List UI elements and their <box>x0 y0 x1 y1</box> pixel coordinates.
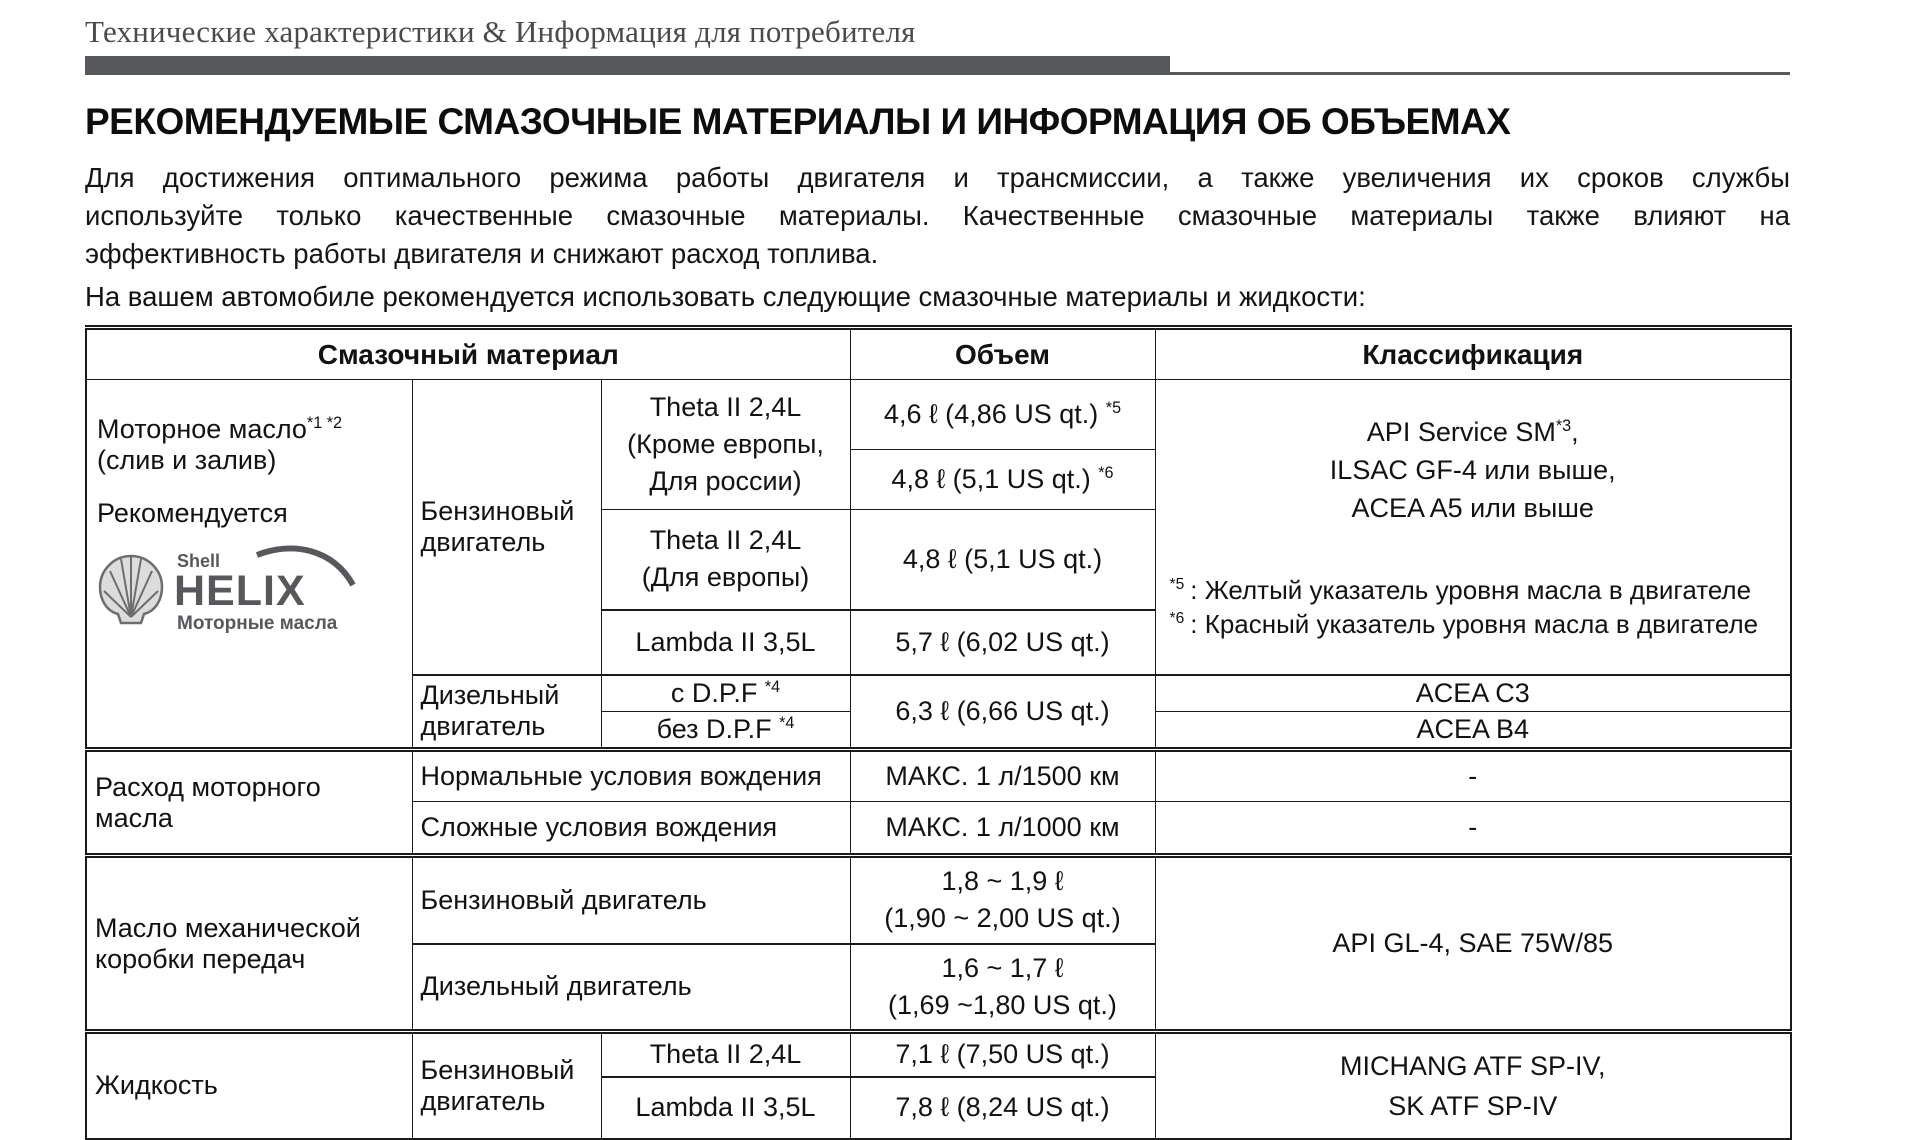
cell-dpf: с D.P.F $^{*4}$ <box>601 675 850 712</box>
cell-normal-driving: Нормальные условия вождения <box>412 750 850 802</box>
cell-diesel-engine: Дизельный двигатель <box>412 675 601 750</box>
header-rule <box>85 53 1790 75</box>
recommended-label: Рекомендуется <box>97 498 288 528</box>
cell-mt-diesel: Дизельный двигатель <box>412 944 850 1032</box>
engine-oil-name: Моторное масло$^{*1 *2}$ <box>97 414 343 444</box>
engine-variant-note: Для россии) <box>649 466 802 496</box>
logo-helix-text: HELIX <box>174 567 306 615</box>
classification-footnotes: $^{*5}$ : Желтый указатель уровня масла в двигателе $^{*6}$ : Красный указатель уровня масла в двигателе <box>1169 574 1759 639</box>
cell-atf-gasoline: Бензиновый двигатель <box>412 1032 601 1139</box>
cell-classification-engine-oil <box>1155 380 1791 675</box>
cell-atf-theta: Theta II 2,4L <box>601 1032 850 1077</box>
col-header-classification: Классификация <box>1155 328 1791 380</box>
intro-line: эффективность работы двигателя и снижают расход топлива. <box>85 238 879 269</box>
engine-variant: Theta II 2,4L <box>649 392 802 422</box>
cell-volume-theta-2: 4,8 ℓ (5,1 US qt.) $^{*6}$ <box>850 450 1155 510</box>
lead-in-text: На вашем автомобиле рекомендуется использовать следующие смазочные материалы и жидкости: <box>85 281 1366 312</box>
cell-theta-eu <box>601 510 850 610</box>
engine-variant-note: (Кроме европы, <box>627 429 824 459</box>
cell-engine-oil-label <box>86 380 412 750</box>
cell-mt-oil-label: Масло механической коробки передач <box>86 856 412 1032</box>
classification-lines: API Service SM$^{*3}$, ILSAC GF-4 или выше, ACEA A5 или выше <box>1329 416 1616 523</box>
col-header-volume: Объем <box>850 328 1155 380</box>
cell-volume-mt-diesel: 1,6 ~ 1,7 ℓ (1,69 ~1,80 US qt.) <box>850 944 1155 1032</box>
page-title: РЕКОМЕНДУЕМЫЕ СМАЗОЧНЫЕ МАТЕРИАЛЫ И ИНФОРМАЦИЯ ОБ ОБЪЕМАХ <box>85 101 1511 142</box>
cell-acea-b4: ACEA B4 <box>1155 712 1791 750</box>
cell-classification-atf: MICHANG ATF SP-IV, SK ATF SP-IV <box>1155 1032 1791 1139</box>
cell-volume-theta-1: 4,6 ℓ (4,86 US qt.) $^{*5}$ <box>850 380 1155 450</box>
cell-volume-atf-theta: 7,1 ℓ (7,50 US qt.) <box>850 1032 1155 1077</box>
cell-oil-consumption-label: Расход моторного масла <box>86 750 412 856</box>
cell-volume-diesel: 6,3 ℓ (6,66 US qt.) <box>850 675 1155 750</box>
intro-line: Для достижения оптимального режима работы двигателя и трансмиссии, а также увеличения их сроков службы <box>85 162 1790 193</box>
intro-line: используйте только качественные смазочные материалы. Качественные смазочные материалы также влияют на <box>85 200 1790 231</box>
breadcrumb: Технические характеристики & Информация для потребителя <box>85 14 916 49</box>
col-header-lubricant: Смазочный материал <box>86 328 850 380</box>
cell-volume-severe: МАКС. 1 л/1000 км <box>850 802 1155 856</box>
cell-lambda: Lambda II 3,5L <box>601 610 850 675</box>
cell-acea-c3: ACEA C3 <box>1155 675 1791 712</box>
shell-helix-logo <box>97 541 369 635</box>
cell-volume-lambda: 5,7 ℓ (6,02 US qt.) <box>850 610 1155 675</box>
cell-volume-normal: МАКС. 1 л/1500 км <box>850 750 1155 802</box>
shell-pecten-icon <box>100 556 162 623</box>
cell-class-normal: - <box>1155 750 1791 802</box>
engine-variant: Theta II 2,4L <box>649 525 802 556</box>
cell-atf-lambda: Lambda II 3,5L <box>601 1077 850 1139</box>
cell-theta-noneu <box>601 380 850 510</box>
engine-variant-note: (Для европы) <box>641 562 810 593</box>
cell-atf-label: Жидкость <box>86 1032 412 1139</box>
intro-paragraph <box>85 159 1790 273</box>
logo-shell-text: Shell <box>177 551 221 571</box>
logo-tagline-text: Моторные масла <box>177 613 338 634</box>
header-rule-bar <box>85 56 1170 75</box>
cell-volume-mt-gasoline: 1,8 ~ 1,9 ℓ (1,90 ~ 2,00 US qt.) <box>850 856 1155 944</box>
cell-mt-gasoline: Бензиновый двигатель <box>412 856 850 944</box>
cell-classification-mt: API GL-4, SAE 75W/85 <box>1155 856 1791 1032</box>
cell-class-severe: - <box>1155 802 1791 856</box>
cell-no-dpf: без D.P.F $^{*4}$ <box>601 712 850 750</box>
cell-volume-theta-eu: 4,8 ℓ (5,1 US qt.) <box>850 510 1155 610</box>
manual-page <box>85 0 1790 1140</box>
lubricants-table <box>85 325 1792 1140</box>
cell-volume-atf-lambda: 7,8 ℓ (8,24 US qt.) <box>850 1077 1155 1139</box>
cell-severe-driving: Сложные условия вождения <box>412 802 850 856</box>
engine-oil-note: (слив и залив) <box>97 445 277 475</box>
cell-gasoline-engine: Бензиновый двигатель <box>412 380 601 675</box>
